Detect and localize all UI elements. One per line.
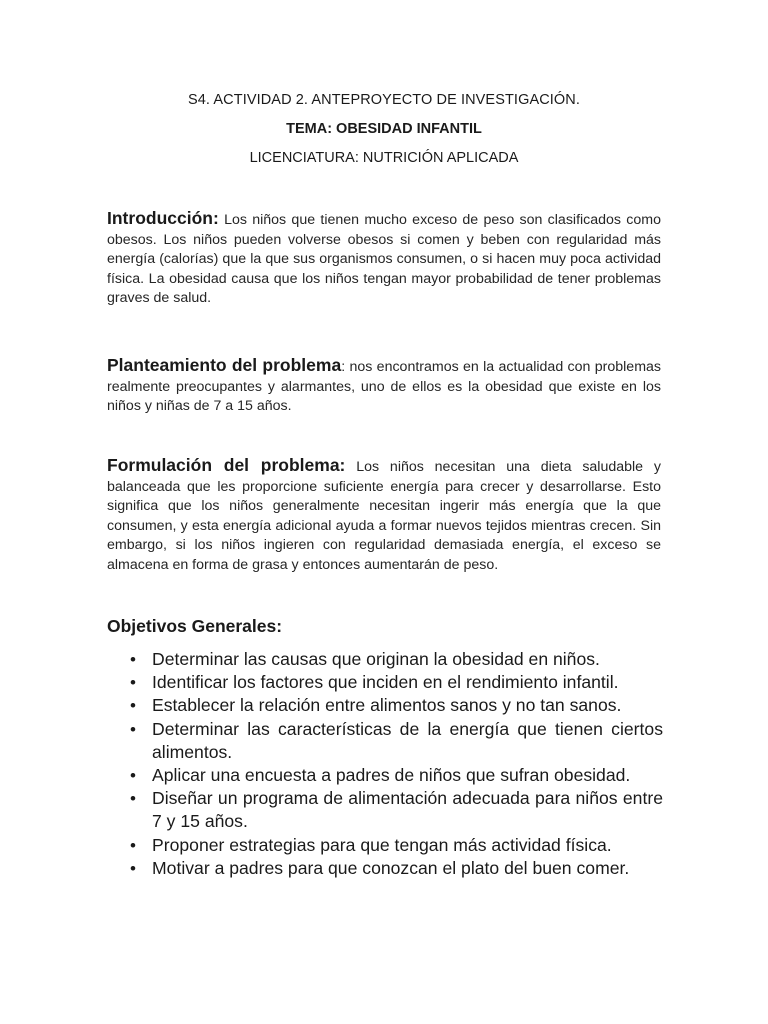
objective-text: Diseñar un programa de alimentación adecuada para niños entre 7 y 15 años.	[152, 788, 663, 832]
problem-statement-paragraph	[107, 356, 661, 417]
objective-text: Motivar a padres para que conozcan el plato del buen comer.	[152, 857, 630, 878]
bullet-icon: •	[130, 766, 136, 786]
objective-text: Determinar las características de la energía que tienen ciertos alimentos.	[152, 718, 663, 762]
bullet-icon: •	[130, 858, 136, 878]
problem-formulation-heading: Formulación del problema:	[107, 455, 346, 475]
list-item	[107, 834, 663, 857]
list-item	[107, 671, 663, 694]
topic-title: TEMA: OBESIDAD INFANTIL	[286, 121, 482, 137]
bullet-icon: •	[130, 696, 136, 716]
objective-text: Aplicar una encuesta a padres de niños que sufran obesidad.	[152, 765, 631, 786]
bullet-icon: •	[130, 719, 136, 739]
problem-formulation-paragraph	[107, 456, 661, 576]
bullet-icon: •	[130, 650, 136, 669]
list-item	[107, 857, 663, 880]
bullet-icon: •	[130, 789, 136, 809]
bullet-icon: •	[130, 835, 136, 855]
problem-statement-heading: Planteamiento del problema	[107, 355, 342, 375]
list-item	[107, 787, 663, 833]
list-item	[107, 764, 663, 787]
objectives-heading: Objetivos Generales:	[107, 616, 283, 636]
introduction-heading: Introducción:	[107, 208, 219, 228]
objective-text: Determinar las causas que originan la obesidad en niños.	[152, 649, 600, 669]
introduction-text: Los niños que tienen mucho exceso de peso son clasificados como obesos. Los niños pueden volverse obesos si comen y beben con regularidad más energía (calorías) que la que sus organismos consumen, o si hacen muy poca actividad física. La obesidad causa que los niños tengan mayor probabilidad de tener problemas graves de salud.	[107, 212, 661, 307]
bullet-icon: •	[130, 673, 136, 693]
degree-title: LICENCIATURA: NUTRICIÓN APLICADA	[249, 150, 519, 166]
objective-text: Establecer la relación entre alimentos sanos y no tan sanos.	[152, 695, 622, 716]
activity-title: S4. ACTIVIDAD 2. ANTEPROYECTO DE INVESTIGACIÓN.	[188, 92, 580, 108]
objectives-list	[107, 648, 663, 880]
problem-formulation-text: Los niños necesitan una dieta saludable y balanceada que les proporcione suficiente energía para crecer y desarrollarse. Esto significa que los niños generalmente necesitan ingerir más energía que la que consumen, y esta energía adicional ayuda a formar nuevos tejidos mientras crecen. Sin embargo, si los niños ingieren con regularidad demasiada energía, el exceso se almacena en forma de grasa y entonces aumentarán de peso.	[107, 459, 661, 573]
list-item	[107, 694, 663, 717]
objective-text: Identificar los factores que inciden en el rendimiento infantil.	[152, 672, 619, 693]
list-item	[107, 648, 663, 671]
problem-statement-text: : nos encontramos en la actualidad con problemas realmente preocupantes y alarmantes, uno de ellos es la obesidad que existe en los niños y niñas de 7 a 15 años.	[107, 359, 662, 415]
introduction-paragraph	[107, 209, 661, 309]
objective-text: Proponer estrategias para que tengan más actividad física.	[152, 834, 612, 855]
list-item	[107, 718, 663, 764]
